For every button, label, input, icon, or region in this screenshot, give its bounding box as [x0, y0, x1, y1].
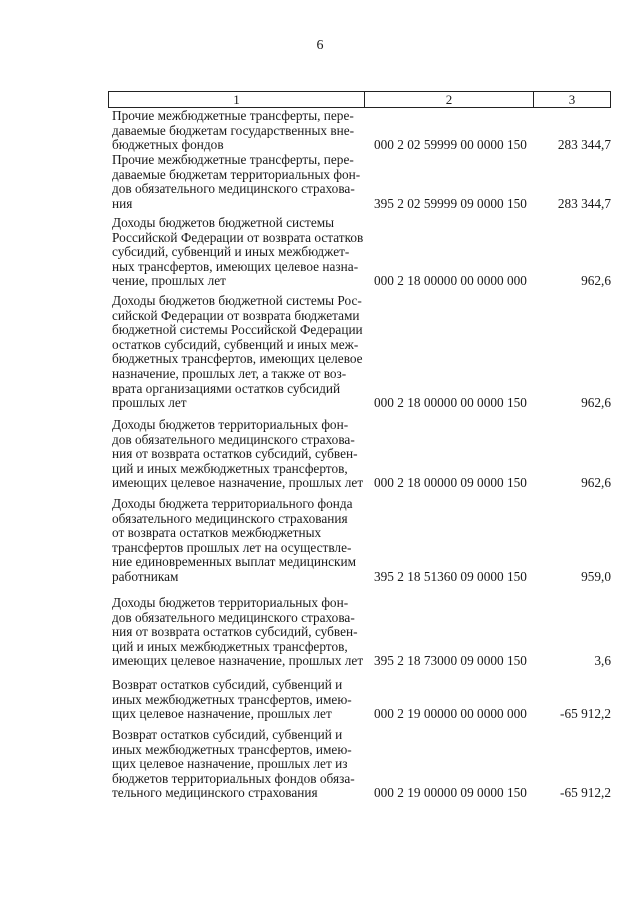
row-code: 000 2 19 00000 00 0000 000 — [374, 706, 527, 722]
row-name: Доходы бюджета территориального фонда обязательного медицинского страхования от возврата остатков межбюджетных трансфертов прошлых лет на осуществле- ние единовременных выплат медицинским работникам — [112, 496, 357, 584]
row-name: Доходы бюджетов территориальных фон- дов обязательного медицинского страхова- ния от возврата остатков субсидий, субвен- ций и иных межбюджетных трансфертов, имеющих целевое назначение, прошлых лет — [112, 417, 364, 491]
table-row — [112, 596, 611, 669]
table-row — [112, 109, 611, 153]
row-name: Возврат остатков субсидий, субвенций и иных межбюджетных трансфертов, имею- щих целевое назначение, прошлых лет из бюджетов территориальных фондов обяза- тельного медицинского страхования — [112, 727, 355, 801]
column-header-3: 3 — [568, 91, 576, 107]
row-name: Возврат остатков субсидий, субвенций и иных межбюджетных трансфертов, имею- щих целевое назначение, прошлых лет — [112, 677, 352, 722]
row-code: 395 2 18 51360 09 0000 150 — [374, 568, 527, 584]
row-amount: 962,6 — [581, 475, 611, 491]
table-row — [112, 678, 611, 722]
row-amount: -65 912,2 — [560, 785, 611, 801]
column-header-2: 2 — [365, 92, 534, 107]
table-row — [112, 153, 611, 211]
row-name: Прочие межбюджетные трансферты, пере- даваемые бюджетам государственных вне- бюджетных фондов — [112, 108, 355, 153]
table-row — [112, 418, 611, 491]
table-row — [112, 216, 611, 289]
row-name: Прочие межбюджетные трансферты, пере- даваемые бюджетам территориальных фон- дов обязательного медицинского страхова- ния — [112, 152, 361, 211]
row-code: 000 2 18 00000 00 0000 000 — [374, 273, 527, 289]
row-amount: 962,6 — [581, 395, 611, 411]
row-name: Доходы бюджетов бюджетной системы Рос- сийской Федерации от возврата бюджетами бюджетной системы Российской Федерации остатков субсидий, субвенций и иных меж- бюджетных трансфертов, имеющих целевое назначение, прошлых лет, а также от воз- врата организациями остатков субсидий прошлых лет — [112, 293, 363, 411]
row-code: 000 2 19 00000 09 0000 150 — [374, 785, 527, 801]
table-column-header — [108, 91, 611, 108]
column-header-1: 1 — [109, 92, 365, 107]
table-row — [112, 728, 611, 801]
table-row — [112, 294, 611, 411]
row-code: 395 2 18 73000 09 0000 150 — [374, 653, 527, 669]
row-code: 395 2 02 59999 09 0000 150 — [374, 195, 527, 211]
row-amount: 962,6 — [581, 273, 611, 289]
page-number: 6 — [316, 38, 324, 53]
row-amount: -65 912,2 — [560, 706, 611, 722]
row-amount: 283 344,7 — [557, 137, 611, 153]
row-code: 000 2 02 59999 00 0000 150 — [374, 137, 527, 153]
row-amount: 3,6 — [594, 653, 611, 669]
row-name: Доходы бюджетов бюджетной системы Российской Федерации от возврата остатков субсидий, субвенций и иных межбюджет- ных трансфертов, имеющих целевое назна- чение, прошлых лет — [112, 215, 364, 289]
table-row — [112, 497, 611, 585]
row-name: Доходы бюджетов территориальных фон- дов обязательного медицинского страхова- ния от возврата остатков субсидий, субвен- ций и иных межбюджетных трансфертов, имеющих целевое назначение, прошлых лет — [112, 595, 364, 669]
row-amount: 283 344,7 — [557, 195, 611, 211]
row-code: 000 2 18 00000 09 0000 150 — [374, 475, 527, 491]
row-amount: 959,0 — [581, 568, 611, 584]
row-code: 000 2 18 00000 00 0000 150 — [374, 395, 527, 411]
